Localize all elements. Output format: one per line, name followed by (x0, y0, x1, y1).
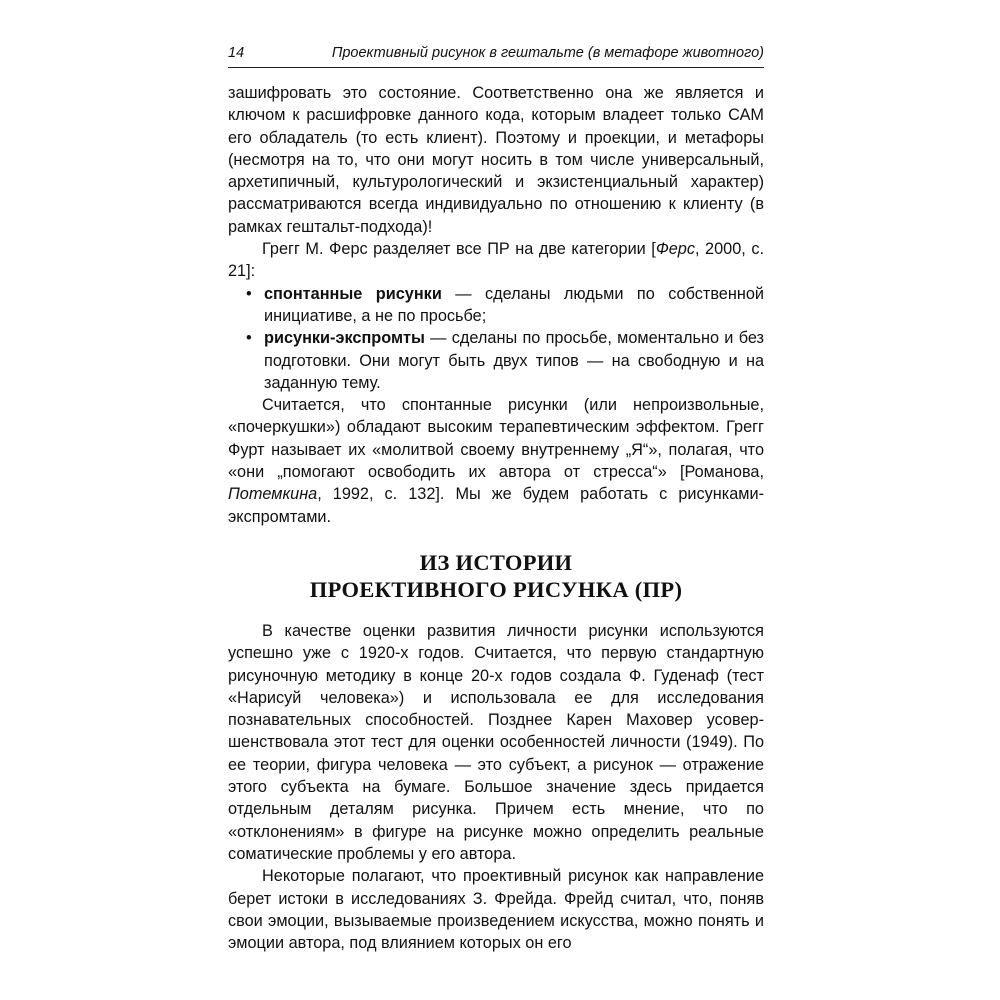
page-number: 14 (228, 45, 245, 61)
citation-author: Ферс (655, 240, 696, 259)
list-item-term: спонтанные рисунки (264, 284, 442, 303)
list-item-term: рисунки-экспромты (264, 329, 425, 348)
bullet-marker: • (246, 329, 252, 348)
list-item (246, 327, 764, 394)
paragraph-3-text-end: , 1992, с. 132]. Мы же будем работать с рисунками-экспромтами. (228, 485, 764, 526)
list-item-text: — сделаны людьми по собственной инициативе, а не по просьбе; (264, 284, 764, 325)
paragraph-1: зашифровать это состояние. Соответственно она же является и ключом к расшифровке данного кода, которым владеет только САМ его обладатель (то есть клиент). Поэтому и проекции, и метафоры (несмотря на то, что они могут носить в том числе универсальный, архетипичный, культурологический и экзистенциальный характер) рассматриваются всегда индивидуально по отношению к клиенту (в рамках гештальт-подхода)! (228, 84, 764, 236)
list-item (246, 283, 764, 328)
paragraph-4: В качестве оценки развития личности рисунки используются успешно уже с 1920-х годов. Считается, что первую стандартную рисуночную методику в конце 20-х годов создала Ф. Гуденаф (тест «Нарисуй человека») и использовала ее для исследования познавательных способностей. Позднее Карен Маховер усовершенствовала этот тест для оценки особенностей личности (1949). По ее теории, фигура человека — это субъект, а рисунок — отражение этого субъекта на бумаге. Большое значение здесь придается отдельным деталям рисунка. Причем есть мнение, что по «отклонениям» в фигуре на рисунке можно определить реальные соматические проблемы у его автора. (228, 621, 764, 863)
section-heading (228, 549, 764, 603)
categories-list (228, 283, 764, 394)
paragraph-2-text-end: , 2000, с. 21]: (228, 240, 764, 281)
running-header (228, 44, 764, 68)
bullet-marker: • (246, 284, 252, 303)
body-text (228, 82, 764, 954)
paragraph-2 (228, 238, 764, 283)
section-heading-line-1: ИЗ ИСТОРИИ (419, 549, 573, 575)
citation-author: Потемкина (228, 485, 318, 504)
running-title: Проективный рисунок в гештальте (в метафоре животного) (331, 45, 764, 61)
book-page (228, 44, 764, 954)
list-item-text: — сделаны по просьбе, моментально и без подготовки. Они могут быть двух типов — на свободную и на заданную тему. (264, 329, 764, 392)
paragraph-5: Некоторые полагают, что проективный рисунок как направление берет истоки в исследованиях З. Фрейда. Фрейд считал, что, поняв свои эмоции, вызываемые произведением искусства, можно понять и эмоции автора, под влиянием которых он его (228, 867, 764, 953)
paragraph-3-text: Считается, что спонтанные рисунки (или непроизвольные, «почеркушки») обладают высоким терапевтическим эффектом. Грегг Фурт называет их «молитвой своему внутреннему „Я“», полагая, что «они „помогают освободить их автора от стресса“» [Романова, (228, 396, 764, 482)
section-heading-line-2: ПРОЕКТИВНОГО РИСУНКА (ПР) (309, 576, 683, 602)
paragraph-3 (228, 394, 764, 528)
paragraph-2-text: Грегг М. Ферс разделяет все ПР на две категории [ (262, 240, 656, 259)
